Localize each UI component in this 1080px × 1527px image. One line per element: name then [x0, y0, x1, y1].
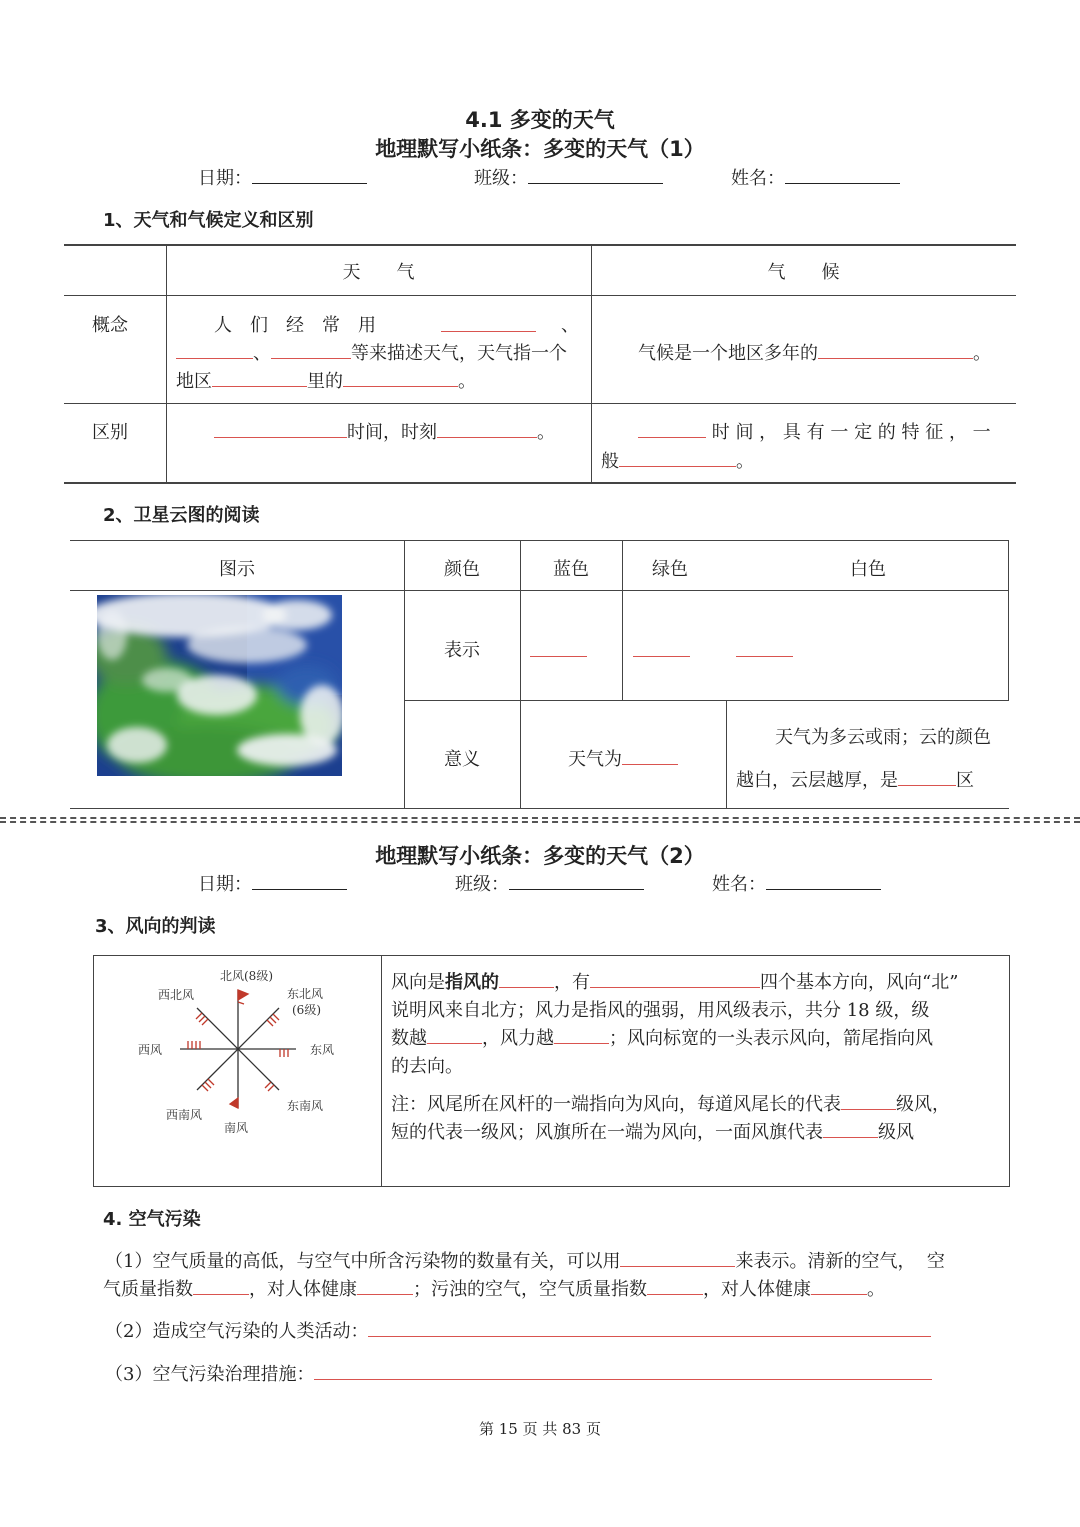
col-header-blue: 蓝色 — [553, 559, 589, 580]
wind-label-southeast: 东南风 — [287, 1099, 324, 1113]
meaning-white-line1: 天气为多云或雨；云的颜色 — [775, 727, 991, 748]
col-header-green: 绿色 — [652, 559, 688, 580]
diff-climate-line1: 时 间 ， 具 有 一 定 的 特 征 ， 一 — [638, 418, 991, 444]
name-field-1[interactable] — [731, 164, 900, 190]
row-header-concept: 概念 — [92, 315, 128, 336]
col-header-weather: 天 气 — [342, 262, 415, 283]
worksheet-subtitle-1: 地理默写小纸条：多变的天气（1） — [375, 137, 705, 161]
worksheet-subtitle-2: 地理默写小纸条：多变的天气（2） — [375, 844, 705, 868]
meaning-white-line2: 越白，云层越厚，是 区 — [736, 766, 974, 792]
section1-heading: 1、天气和气候定义和区别 — [103, 210, 314, 231]
blank[interactable] — [633, 638, 690, 657]
wind-label-west: 西风 — [138, 1043, 163, 1057]
concept-weather-line3: 地区 里的 。 — [176, 367, 476, 393]
page-title: 4.1 多变的天气 — [465, 108, 615, 132]
blank[interactable] — [530, 638, 587, 657]
meaning-blue: 天气为 — [568, 745, 678, 771]
wind-label-northeast-level: (6级) — [292, 1003, 321, 1017]
row-header-meaning: 意义 — [444, 749, 480, 770]
class-field-1[interactable] — [474, 164, 663, 190]
satellite-cloud-image — [97, 595, 342, 776]
col-header-color: 颜色 — [444, 559, 480, 580]
date-label: 日期： — [198, 874, 252, 895]
name-label: 姓名： — [712, 874, 766, 895]
wind-direction-diagram — [120, 960, 360, 1140]
date-field-2[interactable] — [198, 870, 347, 896]
date-field-1[interactable] — [198, 164, 367, 190]
concept-weather-line2: 、 等来描述天气，天气指一个 — [176, 339, 567, 365]
diff-climate-line2: 般 。 — [601, 447, 754, 473]
q1-line2: 气质量指数 ，对人体健康 ；污浊的空气，空气质量指数 ，对人体健康 。 — [103, 1275, 885, 1301]
name-label: 姓名： — [731, 168, 785, 189]
class-label: 班级： — [474, 168, 528, 189]
name-field-2[interactable] — [712, 870, 881, 896]
section2-heading: 2、卫星云图的阅读 — [103, 505, 260, 526]
concept-climate: 气候是一个地区多年的 。 — [638, 339, 991, 365]
cut-line-divider — [0, 817, 1080, 823]
wind-label-north: 北风(8级) — [220, 969, 273, 983]
row-header-diff: 区别 — [92, 422, 128, 443]
q3-line: （3）空气污染治理措施： — [105, 1360, 932, 1386]
wind-label-east: 东风 — [310, 1043, 335, 1057]
concept-weather-line1: 人 们 经 常 用 — [214, 315, 376, 336]
wind-label-northwest: 西北风 — [158, 988, 195, 1002]
q1-line1: （1）空气质量的高低，与空气中所含污染物的数量有关，可以用 来表示。清新的空气， 空 — [105, 1247, 945, 1273]
col-header-image: 图示 — [219, 559, 255, 580]
separator: 、 — [561, 315, 579, 336]
blank[interactable] — [441, 313, 536, 332]
q2-line: （2）造成空气污染的人类活动： — [105, 1317, 931, 1343]
page-number: 第 15 页 共 83 页 — [478, 1420, 601, 1438]
section3-heading: 3、风向的判读 — [95, 916, 216, 937]
wind-text: 风向是指风的 ，有 四个基本方向，风向“北” 说明风来自北方；风力是指风的强弱，用风级表示，共分 18 级，级 数越 ，风力越 ；风向标宽的一头表示风向，箭尾指向风 的去向。 注：风尾所在风杆的一端指向为风向，每道风尾长的代表 级风， 短的代表一级风；风旗所在一端为风向，一面风旗代表 级风 — [391, 969, 1003, 1147]
date-label: 日期： — [198, 168, 252, 189]
wind-label-southwest: 西南风 — [166, 1108, 203, 1122]
col-header-climate: 气 候 — [767, 262, 840, 283]
col-header-white: 白色 — [850, 559, 886, 580]
wind-label-northeast: 东北风 — [287, 987, 324, 1001]
class-field-2[interactable] — [455, 870, 644, 896]
wind-label-south: 南风 — [224, 1121, 249, 1135]
row-header-represent: 表示 — [444, 640, 480, 661]
diff-weather: 时间，时刻 。 — [214, 418, 555, 444]
blank[interactable] — [736, 638, 793, 657]
class-label: 班级： — [455, 874, 509, 895]
section4-heading: 4. 空气污染 — [103, 1209, 201, 1230]
